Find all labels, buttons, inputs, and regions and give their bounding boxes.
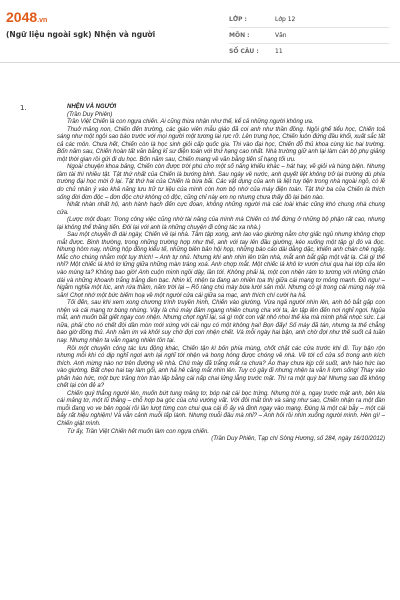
meta-label: LỚP : [229,16,247,23]
paragraph: Thuở măng non, Chiến đến trường, các giáo viên mẫu giáo đã coi anh như thần đồng. Ngồi ghế tiểu học, Chiến toả sáng như một ngôi sao báo trước với mọi người một tương lai rực rỡ. Lên trung học, Chiến luôn đứng đầu khối, xuất sắc tất cả các môn. Chưa hết, Chiến còn là học sinh giỏi cấp quốc gia. Thi vào đại học, Chiến đỗ thủ khoa cùng lúc hai trường. Bốn năm sau, Chiến hoàn tất văn bằng kĩ sư điện toán với thứ hạng cao nhất. Nhà trường giữ anh lại làm cán bộ phụ giảng một thời gian rồi gửi đi du học. Bốn năm sau, Chiến mang về văn bằng tiến sĩ hạng tối ưu. [57,126,385,163]
paragraph: Ngoài chuyện khoa bảng, Chiến còn được trời phú cho một số năng khiếu khác – hát hay, vẽ giỏi và hùng biện. Nhưng tầm tài thì nhiều tật. Tật thứ nhất của Chiến là bướng bỉnh. Sau ngày về nước, anh quyết liệt không trở lại trường dù phía trường đại học mời ở lại. Tật thứ hai của Chiến là bừa bãi. Các vật dụng của anh là liệt tuy tiện trong nhà ngoài ngõ, có lẽ do chủ nhân ỷ vào khả năng lưu trữ tư liệu của mình còn hơn bộ nhớ của máy điện toán. Tật thứ ba của Chiến là thích sống đời đơn độc – đơn độc chứ không cô độc, cũng chỉ này em nọ nhưng chưa thấy đồ lại bén nào. [57,164,385,201]
story-author: (Trần Duy Phiên) [67,111,113,118]
paragraph: Trần Việt Chiến là con ngựa chiến. Ai cũng thừa nhận như thế, kể cả những người không ưa. [67,119,314,126]
meta-row-subject [229,28,389,44]
site-logo[interactable] [6,10,47,28]
meta-table [229,12,389,59]
meta-row-count [229,44,389,59]
story-source: (Trần Duy Phiên, Tạp chí Sông Hương, số 284, ngày 16/10/2012) [211,436,385,443]
meta-value: Lớp 12 [275,16,296,23]
story-title: NHỆN VÀ NGƯỜI [67,104,117,110]
question-number: 1. [20,104,27,112]
paragraph: Sau một chuyến đi dài ngày, Chiến về lại nhà. Tâm tập xong, anh lao vào giường nằm chợ giấc ngủ nhưng không chợp mắt được. Bình thường, trong những trường hợp như thế, anh với tay lên đầu giường, kéo xuống một tập gì đó và đọc. Nhưng hôm nay, những hộp đồng kiểu tế, những biên bản hội họp, những báo cáo dài dằng dặc, khiến anh chán chê ngấy. Mắc cho chúng nhằm một tụy thích! – Anh tự nhủ. Nhưng khi anh nhìn lên trần nhà, mắt anh bắt gặp một vật lạ. Cái gì thế nhỉ? Một chiếc lá khô lơ lửng giữa những màn tráng xoá. Anh chợp mắt. Một chiếc lá khô lơ vướn chui qua hai lớp cửa lên vào mùng ta? Không bao giờ! Anh cuộn mình ngồi dậy, lần tới. Không phải lá, một con nhện rám to tương với những chân dài và những khoanh trắng trắng đen bạc. Nhìn kĩ, nhện ta đang an nhiên tọa thị giữa cái mạng tơ mỏng manh. Đồ ngu! – Ngẫm nghĩa một lúc, anh rứa thầm, năm trời lại – Rõ ràng chú mày bừa lười sản mồi. Nhưng có gì trong cái mùng này mà săn! Chợt nhớ một bức biếm hoạ về một người cửa cái giữa sa mạc, anh thích chí cười ha hả. [57,232,385,299]
paragraph: Nhất nhàn nhất hộ, anh hành hạch đến cực đoan, không những người mà các loài khác cũng khó chung nhà chung cửa. [57,202,385,216]
paragraph: (Lược một đoạn: Trong công việc cũng nhờ tài năng của mình mà Chiến có thể đứng ở những bộ phận rất cao, nhưng lại không thể thăng tiến. Đôi lại với anh là những chuyện đi công tác xa nhà.) [57,217,385,231]
logo-suffix: .vn [37,17,48,24]
question-content [57,104,385,444]
paragraph: Chiến quý thẳng người lên, muốn bứt tung mảng tơ, bóp nát cái bọc trứng. Nhưng trời ạ, ngay trước mặt anh, bên kia cái mảng tơ, một lũ thằng – chỗ hợp ba góc của chú vướng vất. Với đôi mắt tinh và sáng như sao, Chiến nhận ra một đàn muỗi đang vo ve bên ngoài rồi lần lượt từng con chui qua cái lỗ ấy và đinh ngay vào mạng. Đúng là một cái bẫy – một cái bẫy rất hiệu nghiệm! Và vẫn cảnh muỗi lấp lánh. Nhưng muỗi đâu mà nhỉ? – Anh hỏi rồi nhìn xuống người mình. Hèn gì! – Chiến giật mình. [57,390,385,427]
meta-value: 11 [275,48,283,55]
meta-row-class [229,12,389,28]
meta-label: SỐ CÂU : [229,48,259,55]
paragraph: Tối đến, sau khi xem xong chương trình truyền hình, Chiến vào giường. Vừa ngả người nhìn lên, anh bỏ bắt gặp con nhện và cái mạng tơ bùng nhùng. Vậy là chú mày đám ngang nhiên chung cha với ta, ăn tập lên đến nơi nghĩ ngơi. Ngủa mắt, anh muốn bắt giết ngay con nhện. Nhưng chợt nghĩ lại, sá gì một con vật nhỏ nhoi thế kia mà mình phải nhọc sức. Lại nữa, phải cho nó chết đói dần mòn mới xứng với cái ngu có một không hai! Bọn đấy! Số máy đã tán, nhưng ta thế chẳng bao giờ đồng thủ. Anh nằm im và khởi suy chờ đợi con nhện chết. Và mỗi ngày hai bận, anh chờ đợi như thế suốt cả tuần nay. Nhưng nhện ta vẫn ngang nhiên tồn tại. [57,300,385,344]
paragraph: Từ ấy, Trần Việt Chiến hết muốn làm con ngựa chiến. [67,428,210,435]
logo-number: 2048 [6,9,38,25]
paragraph: Rồi một chuyến công tác lưu động khác, Chiến tận kì bỏn phía mùng, chốt chặt các cửa trước khi đi. Tuy bận rộn nhưng mỗi khi có dịp nghĩ ngơi anh lại nghĩ tới nhện và hong hóng được chóng về nhà. Về tới cổ cửa sổ trong anh kích thích. Anh mừng nào nơ trên đường về nhà. Chú mày đã trắng mắt ra chưa? Áo thay chưa kịp cởi suốt, anh háo hức lao vào giường. Bất chẹo hai tay làm gối, anh hả hê căng mắt nhìn lên. Tuy có gây đi nhưng nhện ta vẫn lì lợm sống! Thay vào phấn háo hức, một bực trăng tròn tràn lấp bằng cái nấp chai lửng lẳng trước mặt. Thì ra một quý bà! Nhưng sao đã không chết lại còn đẻ a? [57,345,385,390]
page-header [0,0,400,63]
meta-label: MÔN : [229,32,250,39]
meta-value: Văn [275,32,287,39]
subject-title: (Ngữ liệu ngoài sgk) Nhện và người [6,30,156,39]
